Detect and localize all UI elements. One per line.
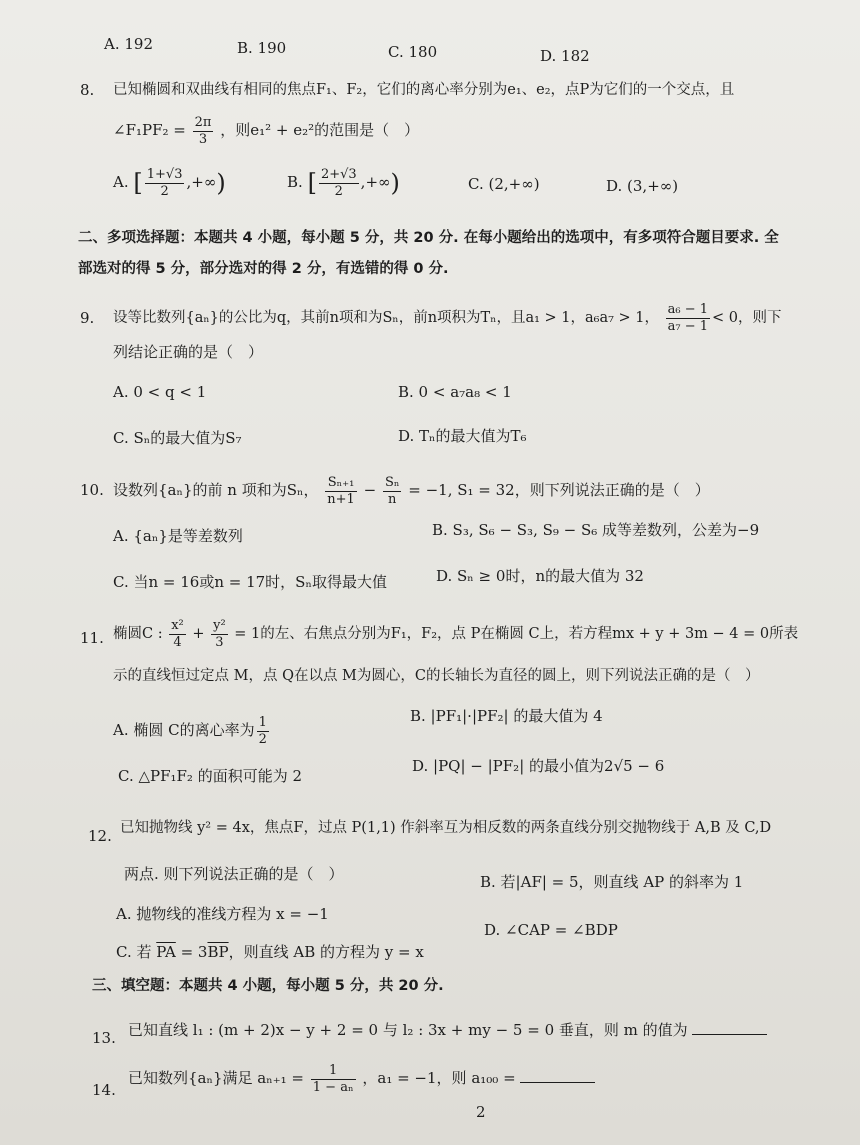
q14-f-num: 1 (329, 1062, 338, 1078)
q8-b-fraction (319, 167, 359, 200)
q9-line2: 列结论正确的是（ ） (113, 343, 264, 361)
section2-header-line1: 二、多项选择题：本题共 4 小题，每小题 5 分，共 20 分. 在每小题给出的选项中，有多项符合题目要求. 全 (78, 230, 779, 246)
q12-option-d: D. ∠CAP = ∠BDP (484, 921, 618, 939)
q12-number: 12. (88, 827, 112, 845)
q8-number: 8. (80, 81, 95, 99)
q11-a-text: A. 椭圆 C的离心率为 (113, 721, 255, 739)
q9-option-c: C. Sₙ的最大值为S₇ (113, 429, 242, 447)
q8-a-tail: ,+∞ (186, 173, 217, 191)
q12-c-post: ，则直线 AB 的方程为 y = x (228, 943, 424, 961)
q9-frac-num: a₆ − 1 (667, 301, 709, 317)
q12-option-a: A. 抛物线的准线方程为 x = −1 (116, 905, 329, 923)
q11-fy-num: y² (213, 617, 226, 633)
q9-stem: 设等比数列{aₙ}的公比为q，其前n项和为Sₙ，前n项积为Tₙ，且a₁ > 1，a₆a₇ > 1， (113, 310, 660, 326)
q9-fraction (666, 302, 710, 335)
q11-a-num: 1 (258, 714, 267, 730)
q12-line2: 两点. 则下列说法正确的是（ ） (124, 865, 344, 883)
q10-f1-den: n+1 (327, 491, 355, 507)
q8-b-bracket: [ (307, 169, 317, 197)
q9-line1 (113, 298, 782, 338)
q8-angle-num: 2π (194, 114, 212, 130)
q10-number: 10. (80, 481, 104, 499)
q10-f2-den: n (383, 491, 402, 508)
q8-range-text: ，则e₁² + e₂²的范围是（ ） (220, 121, 420, 139)
q11-line2: 示的直线恒过定点 M，点 Q在以点 M为圆心，C的长轴长为直径的圆上，则下列说法正确的是（ ） (113, 668, 760, 684)
q9-option-b: B. 0 < a₇a₈ < 1 (398, 383, 512, 401)
q8-b-paren: ) (390, 169, 400, 197)
q9-number: 9. (80, 309, 95, 327)
q12-c-pre: C. 若 (116, 943, 157, 961)
q13-stem (128, 1020, 767, 1040)
q11-option-a (113, 710, 271, 750)
q8-option-b (287, 162, 400, 203)
q10-fraction-1 (325, 475, 357, 508)
q8-b-den: 2 (319, 183, 359, 200)
q8-angle-fraction (193, 115, 214, 148)
q8-a-den: 2 (145, 183, 185, 200)
q8-angle-den: 3 (193, 131, 214, 148)
q14-stem-pre: 已知数列{aₙ}满足 aₙ₊₁ = (128, 1069, 304, 1087)
q14-answer-blank[interactable] (520, 1068, 595, 1083)
q13-answer-blank[interactable] (692, 1020, 767, 1035)
q11-stem (113, 614, 798, 654)
q10-stem-pre: 设数列{aₙ}的前 n 项和为Sₙ， (113, 481, 319, 499)
q11-fraction-y (211, 618, 228, 651)
q10-option-b: B. S₃, S₆ − S₃, S₉ − S₆ 成等差数列，公差为−9 (432, 521, 760, 539)
q8-option-c: C. (2,+∞) (468, 175, 540, 193)
q12-vector-pa: $\overline{PA}$ (156, 943, 176, 961)
q8-option-a (113, 162, 226, 203)
page-number: 2 (476, 1103, 486, 1121)
q10-fraction-2 (383, 475, 402, 508)
q10-f1-num: Sₙ₊₁ (327, 474, 355, 490)
q8-b-label: B. (287, 173, 303, 191)
q11-stem-post: = 1的左、右焦点分别为F₁，F₂，点 P在椭圆 C上，若方程mx + y + 3m − 4 = 0所表 (234, 626, 799, 642)
q10-option-a: A. {aₙ}是等差数列 (113, 527, 243, 545)
q8-angle: ∠F₁PF₂ = (113, 121, 186, 139)
q12-option-c (116, 942, 424, 962)
q14-fraction (311, 1063, 356, 1096)
q12-option-b: B. 若|AF| = 5，则直线 AP 的斜率为 1 (480, 873, 744, 891)
q10-minus: − (363, 481, 377, 499)
q11-stem-pre: 椭圆C : (113, 626, 163, 642)
q14-f-den: 1 − aₙ (312, 1079, 354, 1095)
q11-fy-den: 3 (211, 634, 228, 651)
q8-option-d: D. (3,+∞) (606, 177, 679, 195)
q14-number: 14. (92, 1081, 116, 1099)
q14-stem (128, 1058, 595, 1098)
q8-a-num: 1+√3 (146, 166, 183, 182)
q11-a-fraction (257, 715, 269, 748)
q11-fx-den: 4 (169, 634, 186, 651)
q7-option-c: C. 180 (388, 43, 438, 61)
q9-option-a: A. 0 < q < 1 (113, 383, 207, 401)
q9-option-d: D. Tₙ的最大值为T₆ (398, 427, 527, 445)
q11-option-c: C. △PF₁F₂ 的面积可能为 2 (118, 767, 303, 785)
q7-option-d: D. 182 (540, 47, 590, 65)
section3-header: 三、填空题：本题共 4 小题，每小题 5 分，共 20 分. (92, 978, 444, 994)
section2-header-line2: 部选对的得 5 分，部分选对的得 2 分，有选错的得 0 分. (78, 261, 449, 277)
q10-f2-num: Sₙ (384, 474, 400, 490)
q8-a-paren: ) (216, 169, 226, 197)
q7-option-a: A. 192 (104, 35, 153, 53)
q9-stem-tail: < 0，则下 (712, 310, 782, 326)
q8-line1: 已知椭圆和双曲线有相同的焦点F₁、F₂，它们的离心率分别为e₁、e₂，点P为它们的一个交点，且 (113, 82, 735, 98)
q11-option-d: D. |PQ| − |PF₂| 的最小值为2√5 − 6 (412, 757, 665, 775)
q7-option-b: B. 190 (237, 39, 287, 57)
q9-frac-den: a₇ − 1 (667, 318, 709, 334)
q13-number: 13. (92, 1029, 116, 1047)
q12-line1: 已知抛物线 y² = 4x，焦点F，过点 P(1,1) 作斜率互为相反数的两条直线分别交抛物线于 A,B 及 C,D (120, 820, 772, 836)
q11-fraction-x (169, 618, 186, 651)
q10-stem (113, 470, 710, 510)
q8-b-tail: ,+∞ (360, 173, 391, 191)
q10-option-c: C. 当n = 16或n = 17时，Sₙ取得最大值 (113, 573, 387, 591)
q8-a-label: A. (113, 173, 129, 191)
q12-vector-bp: $\overline{BP}$ (207, 943, 229, 961)
q11-a-den: 2 (258, 731, 267, 747)
q11-plus: + (192, 626, 205, 642)
q10-option-d: D. Sₙ ≥ 0时，n的最大值为 32 (436, 567, 644, 585)
q14-stem-post: ，a₁ = −1，则 a₁₀₀ = (362, 1069, 516, 1087)
q13-text: 已知直线 l₁ : (m + 2)x − y + 2 = 0 与 l₂ : 3x + my − 5 = 0 垂直，则 m 的值为 (128, 1021, 688, 1039)
q12-c-mid: = 3 (175, 943, 208, 961)
q8-b-num: 2+√3 (320, 166, 357, 182)
q8-a-bracket: [ (133, 169, 143, 197)
q8-line2 (113, 111, 419, 149)
q11-fx-num: x² (171, 617, 184, 633)
q11-option-b: B. |PF₁|·|PF₂| 的最大值为 4 (410, 707, 603, 725)
q11-number: 11. (80, 629, 104, 647)
q10-stem-post: = −1, S₁ = 32，则下列说法正确的是（ ） (408, 481, 710, 499)
q8-a-fraction (145, 167, 185, 200)
